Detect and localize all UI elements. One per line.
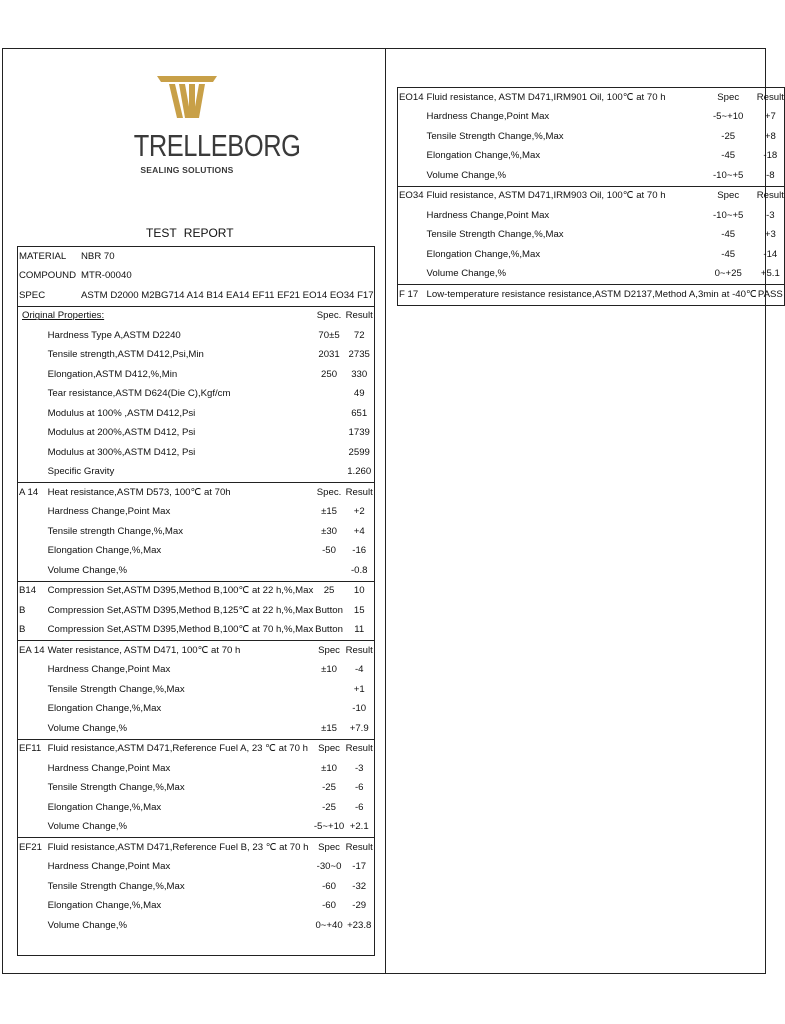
result-value: 15 bbox=[353, 604, 365, 616]
test-report-table-left bbox=[17, 246, 375, 956]
table-row bbox=[18, 680, 375, 700]
result-value: +5.1 bbox=[760, 268, 780, 280]
property-name: Volume Change,% bbox=[47, 722, 128, 734]
table-row bbox=[18, 818, 375, 838]
result-value: -0.8 bbox=[350, 564, 368, 576]
property-name: Tensile strength,ASTM D412,Psi,Min bbox=[47, 349, 204, 361]
result-value: +7 bbox=[764, 111, 776, 123]
header-value: MTR-00040 bbox=[81, 270, 132, 282]
property-name: Specific Gravity bbox=[47, 466, 115, 478]
spec-value: ±10 bbox=[321, 762, 338, 774]
result-value: 1739 bbox=[348, 427, 370, 439]
result-value: -16 bbox=[352, 545, 367, 557]
table-row bbox=[18, 719, 375, 739]
property-name: Modulus at 100% ,ASTM D412,Psi bbox=[47, 407, 196, 419]
spec-value: -25 bbox=[322, 801, 336, 813]
section-code: F 17 bbox=[398, 285, 424, 306]
header-value: NBR 70 bbox=[81, 250, 115, 262]
f17-row bbox=[398, 285, 785, 306]
property-name: Modulus at 200%,ASTM D412, Psi bbox=[47, 427, 196, 439]
spec-header: Spec bbox=[313, 641, 345, 661]
spec-value bbox=[313, 680, 345, 700]
section-code: EO14 bbox=[399, 91, 424, 103]
table-row bbox=[398, 108, 785, 128]
result-value: -32 bbox=[352, 880, 367, 892]
property-name: Volume Change,% bbox=[47, 564, 128, 576]
section-title: Water resistance, ASTM D471, 100℃ at 70 h bbox=[45, 641, 314, 661]
result-value: -10 bbox=[352, 703, 367, 715]
spec-value: -10~+5 bbox=[712, 209, 744, 221]
table-row bbox=[18, 661, 375, 681]
table-row bbox=[18, 798, 375, 818]
section-title: Original Properties: bbox=[18, 306, 314, 326]
table-row bbox=[398, 245, 785, 265]
result-value: 1.260 bbox=[347, 466, 372, 478]
spec-value: -25 bbox=[721, 130, 736, 142]
compression-row bbox=[18, 601, 375, 621]
section-code: B14 bbox=[18, 581, 45, 601]
result-value: +3 bbox=[764, 229, 776, 241]
spec-value: -45 bbox=[721, 229, 736, 241]
table-row bbox=[18, 542, 375, 562]
property-name: Volume Change,% bbox=[47, 821, 128, 833]
table-row bbox=[18, 522, 375, 542]
table-row bbox=[398, 265, 785, 285]
property-name: Tensile Strength Change,%,Max bbox=[47, 880, 185, 892]
table-row bbox=[18, 404, 375, 424]
table-row bbox=[18, 503, 375, 523]
ea14-header-row bbox=[18, 641, 375, 661]
property-name: Elongation Change,%,Max bbox=[47, 703, 162, 715]
spec-value: -5~+10 bbox=[712, 111, 744, 123]
table-row bbox=[18, 385, 375, 405]
property-name: Hardness Change,Point Max bbox=[47, 762, 171, 774]
property-name: Hardness Change,Point Max bbox=[47, 861, 171, 873]
spec-value bbox=[313, 385, 345, 405]
property-name: Tensile strength Change,%,Max bbox=[47, 525, 184, 537]
report-title: TEST REPORT bbox=[146, 226, 234, 240]
blank-row bbox=[18, 936, 375, 956]
spec-value: -5~+10 bbox=[313, 821, 345, 833]
table-row bbox=[18, 759, 375, 779]
property-name: Hardness Change,Point Max bbox=[426, 209, 550, 221]
table-row bbox=[398, 226, 785, 246]
property-name: Hardness Type A,ASTM D2240 bbox=[47, 329, 181, 341]
section-code: B bbox=[19, 604, 26, 616]
spec-header: Spec. bbox=[313, 483, 345, 503]
table-row bbox=[18, 365, 375, 385]
spec-value bbox=[313, 443, 345, 463]
section-code: A 14 bbox=[18, 483, 45, 503]
property-name: Compression Set,ASTM D395,Method B,100℃ at 22 h,%,Max bbox=[45, 581, 314, 601]
brand-name: TRELLEBORG bbox=[133, 128, 301, 163]
spec-value: ±10 bbox=[321, 664, 338, 676]
header-label: COMPOUND bbox=[19, 270, 77, 282]
header-value: ASTM D2000 M2BG714 A14 B14 EA14 EF11 EF21 EO14 EO34 F17 bbox=[81, 289, 374, 301]
result-value: 10 bbox=[345, 581, 374, 601]
result-value: +2.1 bbox=[349, 821, 369, 833]
property-name: Elongation Change,%,Max bbox=[426, 150, 541, 162]
spec-header: Spec bbox=[717, 91, 740, 103]
result-header: Result bbox=[345, 306, 374, 326]
spec-value: -50 bbox=[322, 545, 336, 557]
result-value: 330 bbox=[351, 368, 368, 380]
eo14-header-row bbox=[398, 88, 785, 108]
spec-value: 250 bbox=[321, 368, 338, 380]
spec-value bbox=[313, 700, 345, 720]
table-row bbox=[398, 206, 785, 226]
spec-value: 25 bbox=[313, 581, 345, 601]
property-name: Elongation,ASTM D412,%,Min bbox=[47, 368, 178, 380]
original-header-row bbox=[18, 306, 375, 326]
eo34-header-row bbox=[398, 186, 785, 206]
spec-header: Spec bbox=[313, 739, 345, 759]
section-code: EF11 bbox=[18, 739, 45, 759]
spec-value: 0~+40 bbox=[315, 919, 343, 931]
spec-value bbox=[313, 463, 345, 483]
property-name: Elongation Change,%,Max bbox=[47, 545, 162, 557]
result-header: Result bbox=[345, 641, 374, 661]
result-value: +7.9 bbox=[349, 722, 369, 734]
property-name: Hardness Change,Point Max bbox=[47, 664, 171, 676]
section-code: B bbox=[19, 624, 26, 636]
brand-tagline: SEALING SOLUTIONS bbox=[140, 165, 234, 175]
spec-value: -60 bbox=[322, 900, 336, 912]
table-row bbox=[18, 897, 375, 917]
property-name: Low-temperature resistance resistance,ASTM D2137,Method A,3min at -40℃ bbox=[424, 285, 757, 306]
result-value: -6 bbox=[354, 801, 364, 813]
header-label: MATERIAL bbox=[19, 250, 67, 262]
property-name: Tensile Strength Change,%,Max bbox=[47, 782, 185, 794]
table-row bbox=[18, 346, 375, 366]
result-header: Result bbox=[345, 483, 374, 503]
result-header: Result bbox=[345, 838, 374, 858]
result-value: 49 bbox=[353, 388, 365, 400]
result-value: +23.8 bbox=[347, 919, 372, 931]
property-name: Tensile Strength Change,%,Max bbox=[426, 130, 564, 142]
property-name: Compression Set,ASTM D395,Method B,100℃ at 70 h,%,Max bbox=[47, 624, 314, 636]
ef11-header-row bbox=[18, 739, 375, 759]
result-value: +4 bbox=[353, 525, 365, 537]
trelleborg-emblem-icon bbox=[155, 70, 219, 124]
result-value: -3 bbox=[766, 209, 775, 221]
table-row bbox=[18, 779, 375, 799]
spec-header: Spec bbox=[313, 838, 345, 858]
section-title: Fluid resistance, ASTM D471,IRM903 Oil, 100℃ at 70 h bbox=[424, 186, 700, 206]
property-name: Elongation Change,%,Max bbox=[47, 801, 162, 813]
result-value: 2735 bbox=[348, 349, 370, 361]
property-name: Volume Change,% bbox=[426, 169, 507, 181]
property-name: Volume Change,% bbox=[47, 919, 128, 931]
spec-value: 70±5 bbox=[318, 329, 340, 341]
section-title: Fluid resistance,ASTM D471,Reference Fuel B, 23 ℃ at 70 h bbox=[45, 838, 314, 858]
table-row bbox=[18, 463, 375, 483]
spec-value: ±30 bbox=[321, 525, 338, 537]
result-header: Result bbox=[756, 91, 784, 103]
section-code: EO34 bbox=[398, 186, 424, 206]
header-row bbox=[18, 247, 375, 267]
section-title: Fluid resistance,ASTM D471,Reference Fuel A, 23 ℃ at 70 h bbox=[45, 739, 314, 759]
spec-value: ±15 bbox=[321, 506, 338, 518]
property-name: Tear resistance,ASTM D624(Die C),Kgf/cm bbox=[47, 388, 231, 400]
result-value: -6 bbox=[354, 782, 364, 794]
result-value: 2599 bbox=[348, 446, 370, 458]
test-report-table-right bbox=[397, 87, 785, 306]
result-value: -4 bbox=[354, 664, 364, 676]
result-value: +8 bbox=[764, 130, 776, 142]
a14-header-row bbox=[18, 483, 375, 503]
property-name: Hardness Change,Point Max bbox=[426, 111, 550, 123]
table-row bbox=[18, 326, 375, 346]
spec-value: 2031 bbox=[318, 349, 340, 361]
column-divider bbox=[385, 48, 386, 974]
property-name: Compression Set,ASTM D395,Method B,125℃ at 22 h,%,Max bbox=[47, 604, 314, 616]
spec-value: -10~+5 bbox=[712, 169, 744, 181]
spec-value bbox=[313, 424, 345, 444]
spec-value: -25 bbox=[322, 782, 336, 794]
section-code: EA 14 bbox=[18, 641, 45, 661]
result-value: +2 bbox=[353, 506, 365, 518]
header-row bbox=[18, 267, 375, 287]
ef21-header-row bbox=[18, 838, 375, 858]
spec-value: 0~+25 bbox=[714, 268, 742, 280]
property-name: Tensile Strength Change,%,Max bbox=[47, 683, 185, 695]
table-row bbox=[18, 916, 375, 936]
property-name: Hardness Change,Point Max bbox=[47, 506, 171, 518]
property-name: Elongation Change,%,Max bbox=[47, 900, 162, 912]
table-row bbox=[18, 561, 375, 581]
section-title: Fluid resistance, ASTM D471,IRM901 Oil, 100℃ at 70 h bbox=[426, 91, 666, 103]
result-value: 651 bbox=[351, 407, 368, 419]
spec-value: -60 bbox=[322, 880, 336, 892]
property-name: Tensile Strength Change,%,Max bbox=[426, 229, 564, 241]
property-name: Volume Change,% bbox=[426, 268, 507, 280]
table-row bbox=[18, 858, 375, 878]
spec-header: Spec. bbox=[313, 306, 345, 326]
property-name: Elongation Change,%,Max bbox=[426, 248, 541, 260]
spec-value bbox=[313, 561, 345, 581]
result-value: -29 bbox=[352, 900, 367, 912]
result-header: Result bbox=[757, 186, 785, 206]
result-value: -18 bbox=[763, 150, 778, 162]
result-value: -14 bbox=[763, 248, 778, 260]
result-value: -17 bbox=[352, 861, 367, 873]
result-header: Result bbox=[345, 739, 374, 759]
spec-value: -45 bbox=[721, 248, 736, 260]
result-value: -3 bbox=[354, 762, 364, 774]
spec-header: Spec bbox=[700, 186, 757, 206]
compression-row bbox=[18, 581, 375, 601]
result-value: 11 bbox=[354, 624, 365, 636]
spec-value bbox=[313, 404, 345, 424]
table-row bbox=[18, 424, 375, 444]
header-label: SPEC bbox=[19, 289, 46, 301]
result-value: -8 bbox=[766, 169, 775, 181]
table-row bbox=[398, 127, 785, 147]
section-title: Heat resistance,ASTM D573, 100℃ at 70h bbox=[45, 483, 314, 503]
table-row bbox=[398, 147, 785, 167]
spec-value: ±15 bbox=[321, 722, 338, 734]
table-row bbox=[18, 443, 375, 463]
result-value: 72 bbox=[353, 329, 365, 341]
property-name: Modulus at 300%,ASTM D412, Psi bbox=[47, 446, 196, 458]
spec-value: -30~0 bbox=[316, 861, 342, 873]
spec-value: Button bbox=[315, 604, 343, 616]
table-row bbox=[18, 700, 375, 720]
table-row bbox=[18, 877, 375, 897]
result-value: +1 bbox=[353, 683, 365, 695]
trelleborg-logo bbox=[122, 70, 301, 175]
header-row bbox=[18, 286, 375, 306]
section-code: EF21 bbox=[18, 838, 45, 858]
result-value: PASS bbox=[757, 285, 785, 306]
table-row bbox=[398, 166, 785, 186]
compression-row bbox=[18, 621, 375, 641]
spec-value: Button bbox=[315, 624, 343, 636]
spec-value: -45 bbox=[721, 150, 736, 162]
